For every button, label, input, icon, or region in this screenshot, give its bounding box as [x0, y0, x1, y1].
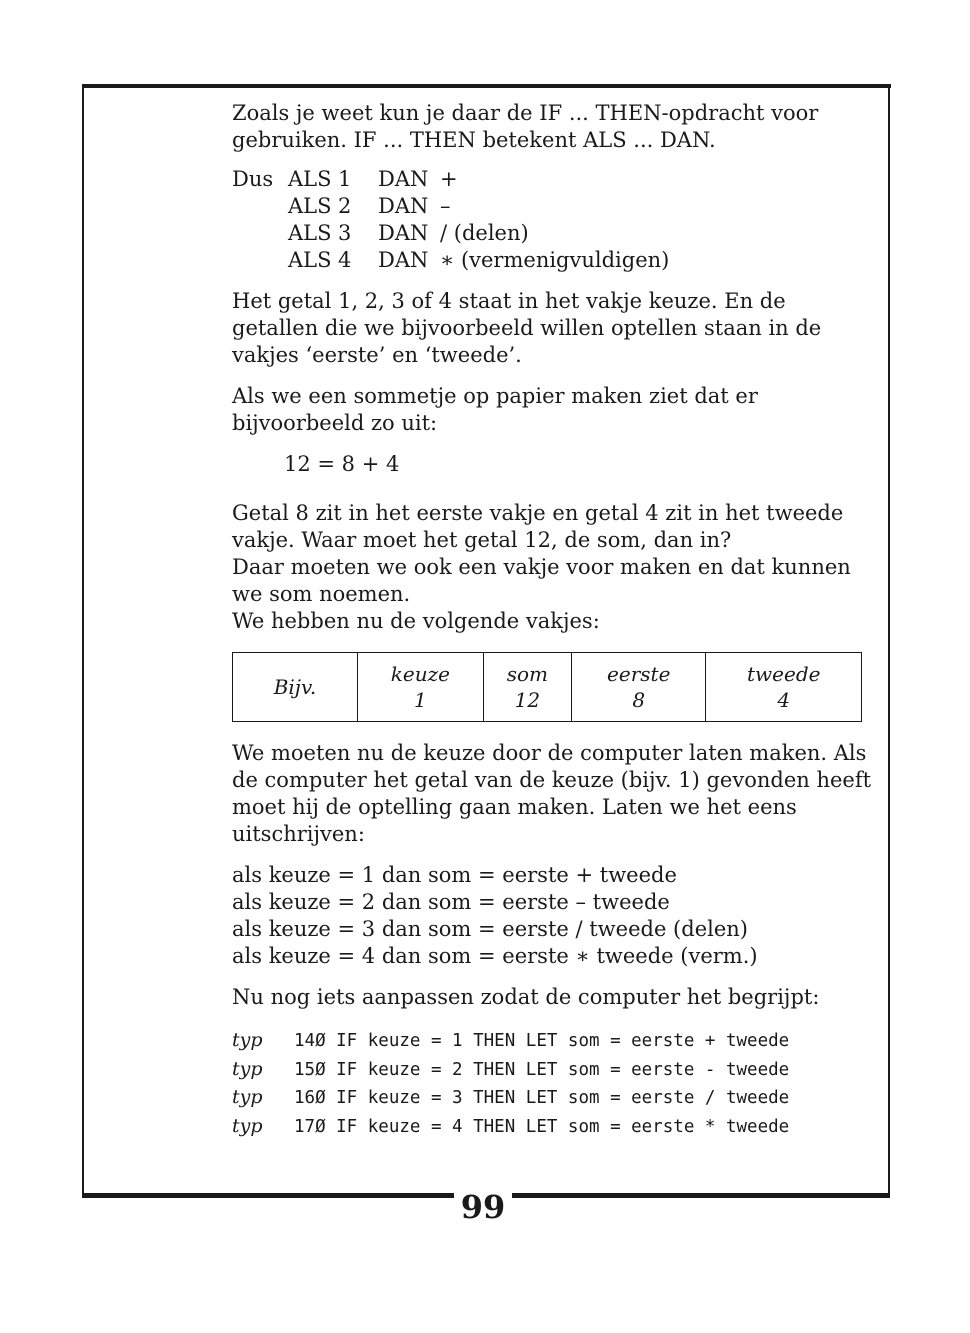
paragraph-sommetje: Als we een sommetje op papier maken ziet dat er bijvoorbeeld zo uit:: [232, 384, 758, 435]
dus-prefix: [232, 220, 288, 247]
als-word: ALS: [288, 248, 332, 272]
basic-code: 17Ø IF keuze = 4 THEN LET som = eerste * tweede: [294, 1116, 790, 1137]
frame-bottom-rule-right: [512, 1193, 890, 1198]
operator: / (delen): [440, 221, 529, 245]
als-number: 3: [338, 221, 352, 245]
vakjes-table: [232, 652, 862, 722]
table-row: [233, 653, 862, 722]
paragraph-getal-line3: We hebben nu de volgende vakjes:: [232, 609, 600, 633]
table-label-cell: [233, 653, 358, 722]
als-number: 2: [338, 194, 352, 218]
als-number: 4: [338, 248, 352, 272]
dus-prefix: Dus: [232, 167, 274, 191]
paragraph-intro: Zoals je weet kun je daar de IF ... THEN-opdracht voor gebruiken. IF ... THEN betekent ALS ... DAN.: [232, 101, 819, 152]
typ-label: typ: [232, 1057, 263, 1080]
frame-bottom-rule-left: [82, 1193, 454, 1198]
paragraph-computer-keuze: We moeten nu de keuze door de computer laten maken. Als de computer het getal van de keuze (bijv. 1) gevonden heeft moet hij de optelling gaan maken. Laten we het eens uitschrijven:: [232, 741, 872, 846]
table-cell-som: [483, 653, 571, 722]
dan-word: DAN: [378, 194, 429, 218]
column-value: 12: [514, 688, 541, 712]
dus-prefix: [232, 247, 288, 274]
dan-word: DAN: [378, 248, 429, 272]
paragraph-keuze: Het getal 1, 2, 3 of 4 staat in het vakje keuze. En de getallen die we bijvoorbeeld willen optellen staan in de vakjes ‘eerste’ en ‘tweede’.: [232, 289, 822, 367]
table-cell-tweede: [706, 653, 862, 722]
dan-word: DAN: [378, 167, 429, 191]
paragraph-getal-line2: Daar moeten we ook een vakje voor maken en dat kunnen we som noemen.: [232, 555, 851, 606]
basic-code: 16Ø IF keuze = 3 THEN LET som = eerste / tweede: [294, 1088, 790, 1108]
frame-top-rule: [82, 84, 891, 88]
column-value: 4: [777, 688, 791, 712]
basic-code: 15Ø IF keuze = 2 THEN LET som = eerste - tweede: [294, 1059, 790, 1080]
als-dan-list: [232, 166, 872, 274]
als-word: ALS: [288, 194, 332, 218]
example-equation: 12 = 8 + 4: [284, 452, 400, 476]
column-value: 1: [414, 688, 427, 712]
operator: ∗ (vermenigvuldigen): [440, 248, 670, 272]
code-line: [232, 1056, 872, 1085]
typ-label: typ: [232, 1029, 263, 1051]
als-line: als keuze = 3 dan som = eerste / tweede (delen): [232, 917, 748, 941]
als-line: als keuze = 2 dan som = eerste – tweede: [232, 890, 670, 914]
operator: –: [440, 194, 451, 218]
table-label: Bijv.: [273, 675, 317, 699]
column-name: keuze: [390, 662, 450, 686]
column-name: som: [506, 662, 549, 686]
table-cell-keuze: [358, 653, 484, 722]
dan-word: DAN: [378, 221, 429, 245]
page-content: [232, 100, 872, 1141]
als-word: ALS: [288, 221, 332, 245]
als-line: als keuze = 4 dan som = eerste ∗ tweede (verm.): [232, 944, 758, 968]
operator: +: [440, 167, 458, 191]
page-number: 99: [460, 1188, 506, 1226]
code-line: [232, 1113, 872, 1142]
column-name: tweede: [746, 662, 821, 686]
frame-right-rule: [888, 84, 890, 1198]
code-line: [232, 1084, 872, 1113]
code-line: [232, 1027, 872, 1056]
column-name: eerste: [607, 662, 671, 686]
als-number: 1: [338, 167, 352, 191]
frame-left-rule: [82, 84, 84, 1198]
typ-label: typ: [232, 1114, 263, 1137]
typ-label: typ: [232, 1086, 263, 1108]
paragraph-getal-line1: Getal 8 zit in het eerste vakje en getal 4 zit in het tweede vakje. Waar moet het getal 12, de som, dan in?: [232, 501, 844, 552]
als-word: ALS: [288, 167, 332, 191]
column-value: 8: [632, 688, 646, 712]
basic-code: 14Ø IF keuze = 1 THEN LET som = eerste + tweede: [294, 1031, 790, 1051]
table-cell-eerste: [572, 653, 706, 722]
paragraph-aanpassen: Nu nog iets aanpassen zodat de computer het begrijpt:: [232, 985, 820, 1009]
als-line: als keuze = 1 dan som = eerste + tweede: [232, 863, 677, 887]
dus-prefix: [232, 193, 288, 220]
